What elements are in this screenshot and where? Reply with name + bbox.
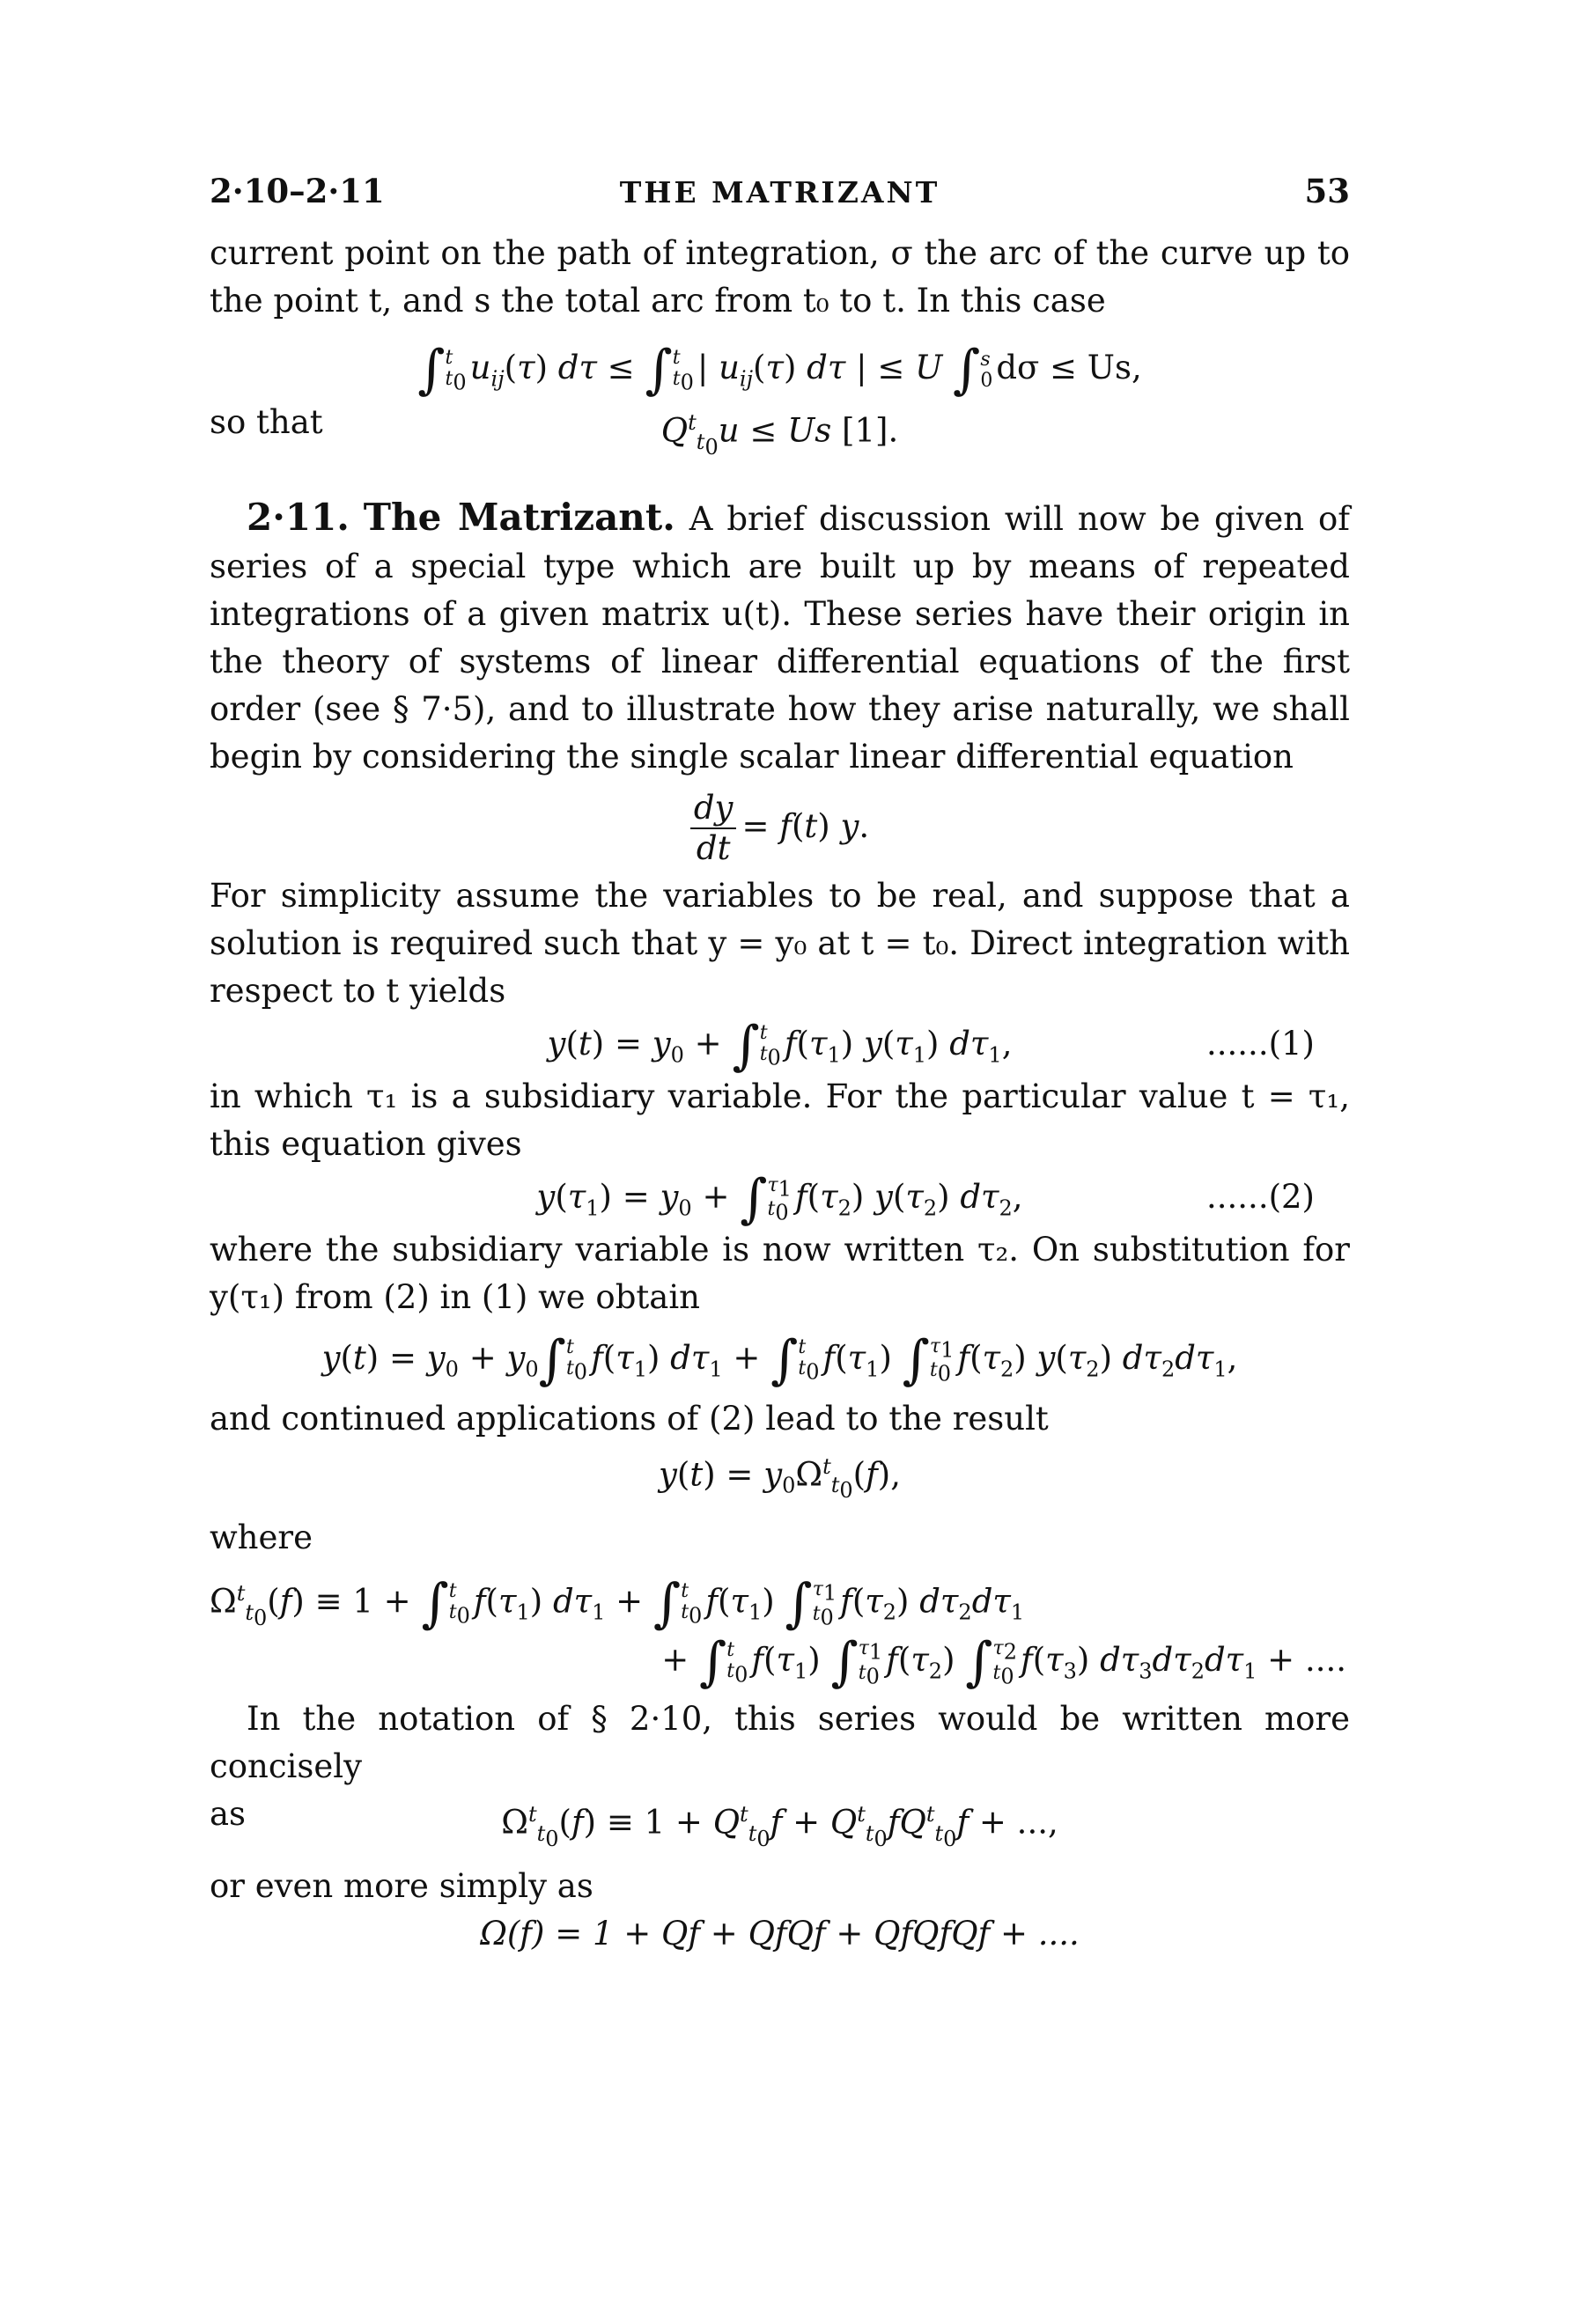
paragraph-5: where the subsidiary variable is now written τ₂. On substitution for y(τ₁) from (2) in (1) we obtain xyxy=(210,1230,1350,1316)
chapter-title: THE MATRIZANT xyxy=(619,175,940,210)
section-title: The Matrizant. xyxy=(363,495,675,539)
equation-q-bound: so that $Q^t_{t_0}u \le Us$ [1]. xyxy=(210,399,1350,471)
paragraph-1: current point on the path of integration, σ the arc of the curve up to the point t, and s the total arc from t₀ to t. In this case xyxy=(210,234,1350,320)
paragraph-8: or even more simply as xyxy=(210,1866,593,1905)
equation-final: Ω(f) = 1 + Qf + QfQf + QfQfQf + .... xyxy=(480,1914,1080,1953)
section-number: 2·11. xyxy=(247,495,350,539)
inequality-tail: dσ ≤ Us, xyxy=(996,349,1142,386)
equation-result: $y(t) = y_0\Omega^t_{t_0}(f)$, xyxy=(659,1453,901,1504)
equation-matrizant-series-2: + ∫ t $t_0$ $f(\tau_1)$ ∫ $\tau_1$ $t_0$ $f(\tau_2)$ ∫ $\tau_2$ $t_0$ $f(\tau_3) d\tau_3d\tau_2d\tau_1$ + .... xyxy=(661,1631,1346,1694)
section-range: 2·10–2·11 xyxy=(210,172,385,210)
equation-inequality: ∫ t $t_0$ $u_{ij}(\tau) d\tau$ ≤ ∫ t $t_0$ | $u_{ij}(\tau)$ dτ | ≤ U ∫ s 0 dσ ≤ Us, xyxy=(417,339,1142,401)
where-label: where xyxy=(210,1519,313,1557)
paragraph-6: and continued applications of (2) lead to the result xyxy=(210,1399,1049,1438)
equation-concise: as $\Omega^t_{t_0}(f) \equiv 1 + Q^t_{t_0}f + Q^t_{t_0}fQ^t_{t_0}f$ + ..., xyxy=(210,1791,1350,1863)
running-header xyxy=(210,172,1350,217)
paragraph-2-section xyxy=(210,494,1350,781)
equation-1: $y(t) = y_0$ + ∫ t $t_0$ $f(\tau_1)$ $y(\tau_1)$ $d\tau_1$, ......(1) xyxy=(547,1014,1315,1077)
equation-ode: $\frac{dy}{dt}$ = f(t) y. xyxy=(210,781,1350,872)
equation-1-number: ......(1) xyxy=(1206,1024,1315,1063)
page-number: 53 xyxy=(1304,172,1350,210)
equation-2-number: ......(2) xyxy=(1206,1177,1315,1216)
equation-substitution: $y(t) = y_0 + y_0\int$ t $t_0$ $f(\tau_1) d\tau_1$ + ∫ t $t_0$ $f(\tau_1)$ ∫ $\tau_1$ $t_0$ $f(\tau_2)$ $y(\tau_2)$ $d\tau_2d\tau_1$, xyxy=(321,1328,1238,1391)
paragraph-2: A brief discussion will now be given of series of a special type which are built up by means of repeated integrations of a given matrix u(t). These series have their origin in the theory of systems of linear differential equations of the first order (see § 7·5), and to illustrate how they arise naturally, we shall begin by considering the single scalar linear differential equation xyxy=(210,499,1350,776)
paragraph-7: In the notation of § 2·10, this series would be written more concisely xyxy=(210,1700,1350,1786)
paragraph-4: in which τ₁ is a subsidiary variable. For the particular value t = τ₁, this equation gives xyxy=(210,1077,1350,1163)
so-that-label: so that xyxy=(210,403,323,441)
paragraph-3: For simplicity assume the variables to be real, and suppose that a solution is required such that y = y₀ at t = t₀. Direct integration with respect to t yields xyxy=(210,876,1350,1010)
as-label: as xyxy=(210,1795,247,1834)
equation-matrizant-series-1: $\Omega^t_{t_0}(f) \equiv 1$ + ∫ t $t_0$ $f(\tau_1) d\tau_1$ + ∫ t $t_0$ $f(\tau_1)$ ∫ $\tau_1$ $t_0$ $f(\tau_2)$ $d\tau_2d\tau_1$ xyxy=(210,1572,1025,1635)
page xyxy=(210,172,1350,1958)
equation-2: $y(\tau_1) = y_0$ + ∫ $\tau_1$ $t_0$ $f(\tau_2)$ $y(\tau_2)$ $d\tau_2$, ......(2) xyxy=(536,1167,1315,1230)
